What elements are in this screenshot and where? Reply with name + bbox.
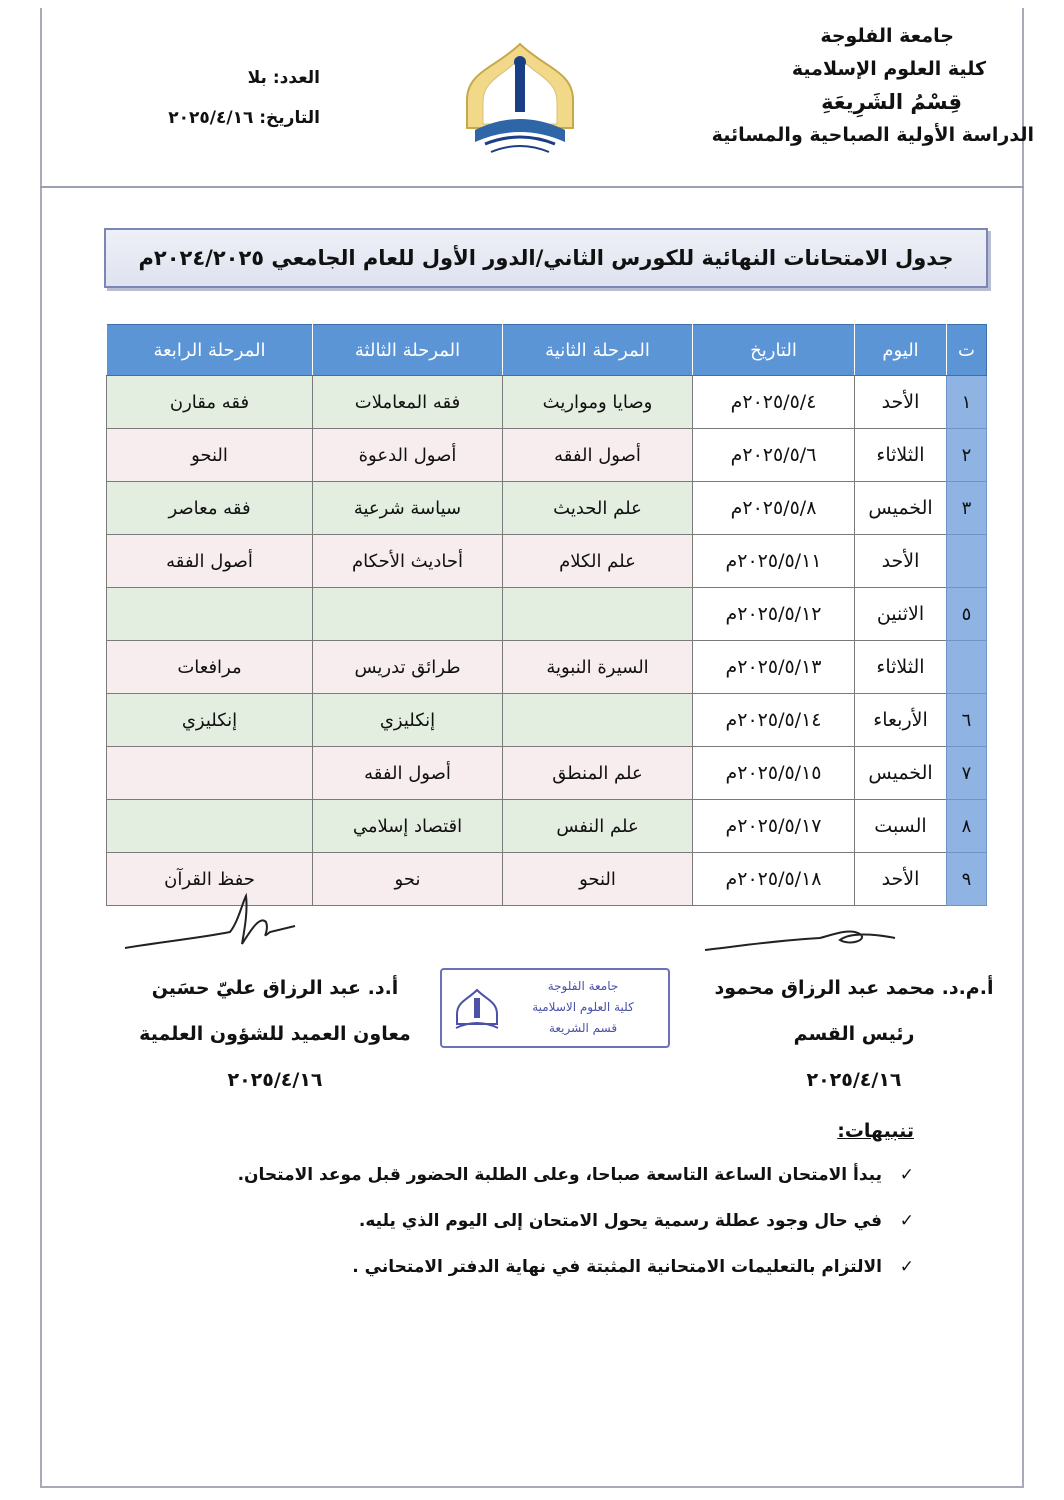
head-date: ٢٠٢٥/٤/١٦	[806, 1069, 902, 1091]
row-date: ٢٠٢٥/٥/٤م	[693, 376, 855, 429]
note-text: في حال وجود عطلة رسمية يحول الامتحان إلى اليوم الذي يليه.	[358, 1211, 882, 1231]
header-divider	[40, 186, 1024, 188]
row-stage-2: النحو	[503, 853, 693, 906]
check-icon: ✓	[899, 1165, 914, 1185]
row-number	[947, 535, 987, 588]
row-date: ٢٠٢٥/٥/١٣م	[693, 641, 855, 694]
row-date: ٢٠٢٥/٥/١٢م	[693, 588, 855, 641]
row-stage-4: إنكليزي	[107, 694, 313, 747]
row-stage-3	[313, 588, 503, 641]
signature-deputy-dean	[110, 965, 440, 1103]
exam-schedule-table	[106, 324, 987, 906]
head-role: رئيس القسم	[793, 1023, 915, 1045]
department-stamp	[440, 968, 670, 1048]
row-stage-4: حفظ القرآن	[107, 853, 313, 906]
row-stage-3: إنكليزي	[313, 694, 503, 747]
row-number: ٥	[947, 588, 987, 641]
head-signature-icon	[700, 920, 900, 960]
note-item	[114, 1152, 914, 1198]
row-stage-2	[503, 588, 693, 641]
notes-title: تنبيهات:	[837, 1120, 914, 1142]
row-stage-2: علم المنطق	[503, 747, 693, 800]
table-row	[107, 800, 987, 853]
row-date: ٢٠٢٥/٥/٦م	[693, 429, 855, 482]
check-icon: ✓	[899, 1257, 914, 1277]
row-stage-3: فقه المعاملات	[313, 376, 503, 429]
header-reference	[120, 58, 320, 138]
row-day: الخميس	[855, 482, 947, 535]
row-stage-3: طرائق تدريس	[313, 641, 503, 694]
stamp-line-1: جامعة الفلوجة	[547, 979, 619, 993]
document-title: جدول الامتحانات النهائية للكورس الثاني/الدور الأول للعام الجامعي ٢٠٢٤/٢٠٢٥م	[104, 228, 988, 288]
stamp-line-2: كلية العلوم الاسلامية	[532, 1000, 634, 1014]
row-number: ٧	[947, 747, 987, 800]
row-stage-2: علم الحديث	[503, 482, 693, 535]
row-day: الأحد	[855, 853, 947, 906]
notes-section	[114, 1120, 914, 1290]
signature-department-head	[684, 965, 1024, 1103]
table-row	[107, 747, 987, 800]
deputy-date: ٢٠٢٥/٤/١٦	[227, 1069, 323, 1091]
row-stage-2: السيرة النبوية	[503, 641, 693, 694]
row-date: ٢٠٢٥/٥/١٧م	[693, 800, 855, 853]
row-number	[947, 641, 987, 694]
row-stage-4: فقه مقارن	[107, 376, 313, 429]
row-number: ٣	[947, 482, 987, 535]
header-num: ت	[947, 325, 987, 376]
header-institution	[704, 20, 1034, 152]
note-text: يبدأ الامتحان الساعة التاسعة صباحا، وعلى الطلبة الحضور قبل موعد الامتحان.	[237, 1165, 882, 1185]
row-date: ٢٠٢٥/٥/١٥م	[693, 747, 855, 800]
row-date: ٢٠٢٥/٥/١١م	[693, 535, 855, 588]
row-day: الثلاثاء	[855, 429, 947, 482]
college-name: كلية العلوم الإسلامية	[791, 58, 986, 80]
row-date: ٢٠٢٥/٥/١٤م	[693, 694, 855, 747]
row-stage-3: اقتصاد إسلامي	[313, 800, 503, 853]
row-day: الأحد	[855, 376, 947, 429]
row-number: ٦	[947, 694, 987, 747]
table-row	[107, 588, 987, 641]
university-name: جامعة الفلوجة	[820, 25, 954, 47]
row-stage-3: أصول الدعوة	[313, 429, 503, 482]
department-name: قِسْمُ الشَرِيعَةِ	[821, 90, 962, 114]
note-item	[114, 1198, 914, 1244]
row-number: ٩	[947, 853, 987, 906]
table-row	[107, 376, 987, 429]
stamp-line-3: قسم الشريعة	[548, 1021, 618, 1035]
row-stage-4	[107, 747, 313, 800]
header-date: التاريخ	[693, 325, 855, 376]
row-stage-2: علم الكلام	[503, 535, 693, 588]
row-day: الأحد	[855, 535, 947, 588]
college-logo	[455, 38, 585, 158]
check-icon: ✓	[899, 1211, 914, 1231]
row-date: ٢٠٢٥/٥/١٨م	[693, 853, 855, 906]
row-stage-2	[503, 694, 693, 747]
row-stage-2: أصول الفقه	[503, 429, 693, 482]
row-number: ٨	[947, 800, 987, 853]
row-day: الخميس	[855, 747, 947, 800]
row-stage-3: سياسة شرعية	[313, 482, 503, 535]
row-stage-4	[107, 800, 313, 853]
table-row	[107, 429, 987, 482]
row-stage-4: فقه معاصر	[107, 482, 313, 535]
note-text: الالتزام بالتعليمات الامتحانية المثبتة في نهاية الدفتر الامتحاني .	[352, 1257, 882, 1277]
row-stage-3: أصول الفقه	[313, 747, 503, 800]
header-day: اليوم	[855, 325, 947, 376]
row-stage-2: علم النفس	[503, 800, 693, 853]
header-stage-2: المرحلة الثانية	[503, 325, 693, 376]
deputy-role: معاون العميد للشؤون العلمية	[139, 1023, 411, 1045]
table-row	[107, 641, 987, 694]
header-stage-4: المرحلة الرابعة	[107, 325, 313, 376]
document-date: التاريخ: ٢٠٢٥/٤/١٦	[168, 108, 320, 128]
deputy-name: أ.د. عبد الرزاق عليّ حسَين	[151, 977, 399, 999]
row-day: الثلاثاء	[855, 641, 947, 694]
note-item	[114, 1244, 914, 1290]
study-type: الدراسة الأولية الصباحية والمسائية	[711, 124, 1034, 146]
row-day: السبت	[855, 800, 947, 853]
row-stage-4: مرافعات	[107, 641, 313, 694]
table-row	[107, 482, 987, 535]
row-stage-4	[107, 588, 313, 641]
table-row	[107, 535, 987, 588]
row-stage-3: أحاديث الأحكام	[313, 535, 503, 588]
table-row	[107, 694, 987, 747]
document-number: العدد: بلا	[247, 68, 320, 88]
row-number: ٢	[947, 429, 987, 482]
row-date: ٢٠٢٥/٥/٨م	[693, 482, 855, 535]
row-stage-2: وصايا ومواريث	[503, 376, 693, 429]
stamp-logo-icon	[452, 988, 502, 1032]
deputy-signature-icon	[120, 892, 320, 962]
head-name: أ.م.د. محمد عبد الرزاق محمود	[714, 977, 994, 999]
row-stage-4: أصول الفقه	[107, 535, 313, 588]
row-stage-3: نحو	[313, 853, 503, 906]
row-stage-4: النحو	[107, 429, 313, 482]
table-header-row	[107, 325, 987, 376]
row-number: ١	[947, 376, 987, 429]
row-day: الاثنين	[855, 588, 947, 641]
row-day: الأربعاء	[855, 694, 947, 747]
header-stage-3: المرحلة الثالثة	[313, 325, 503, 376]
